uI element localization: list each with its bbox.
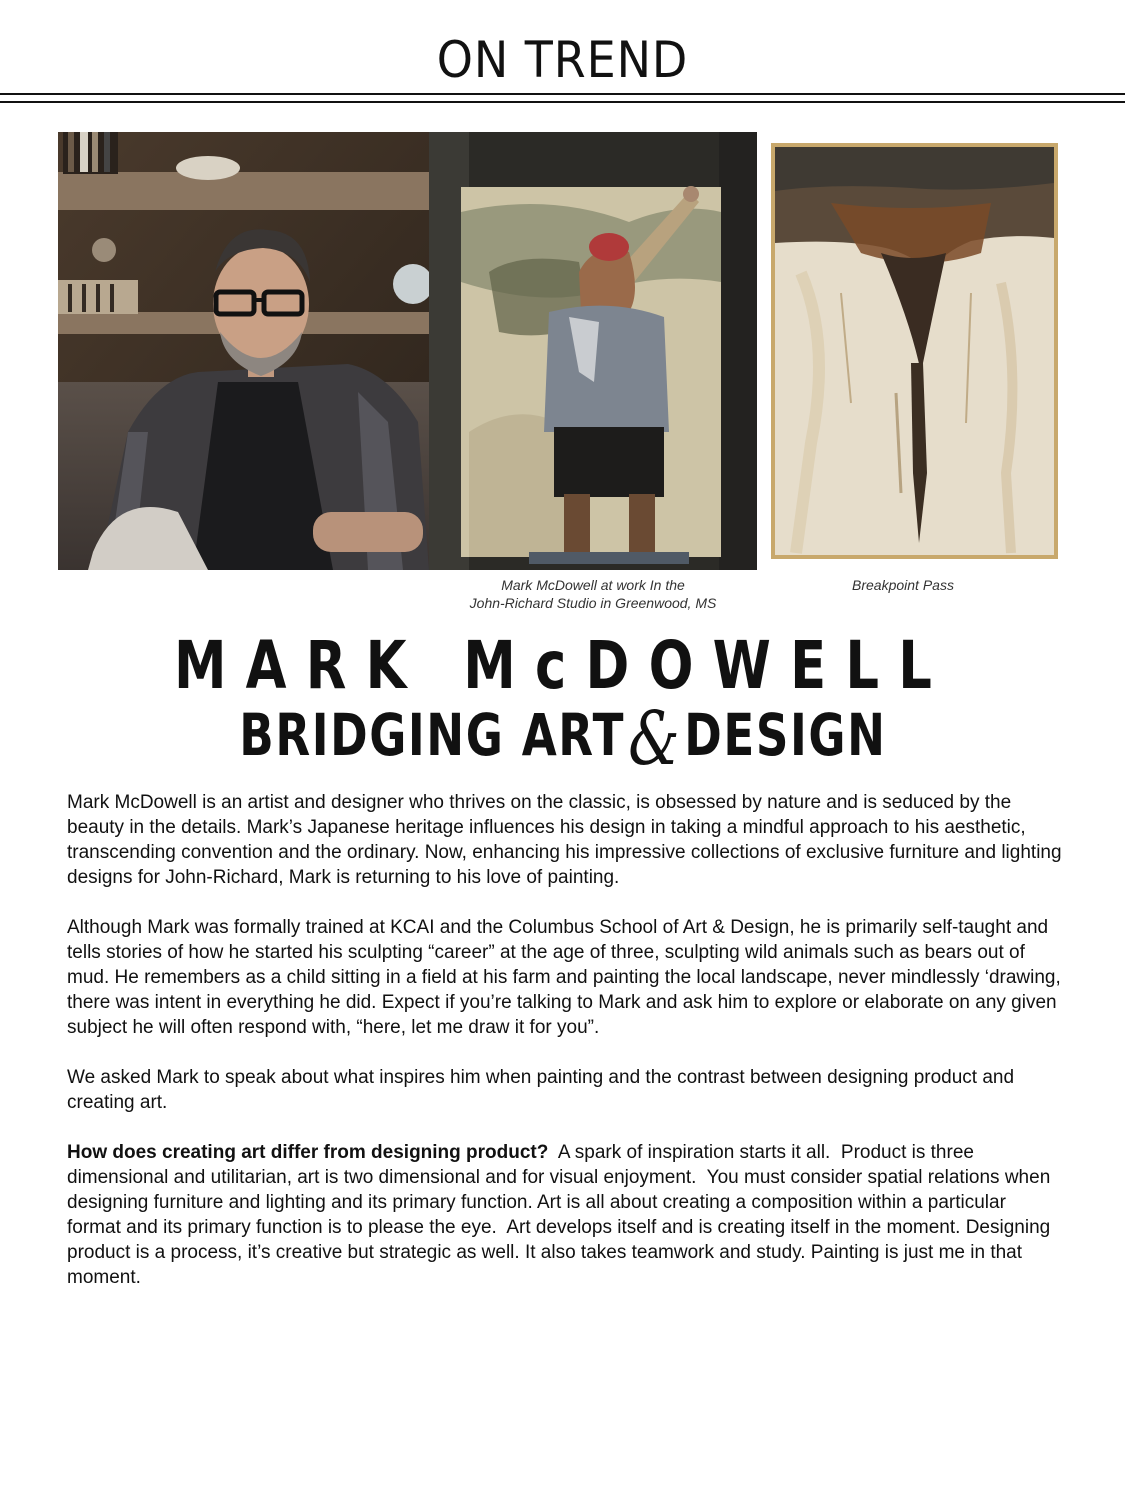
article-paragraph-3: We asked Mark to speak about what inspires him when painting and the contrast between designing product and creating art.: [67, 1067, 1015, 1113]
portrait-photo: [58, 132, 429, 570]
studio-caption-line-1: Mark McDowell at work In the: [501, 577, 685, 593]
article-paragraph-1: Mark McDowell is an artist and designer who thrives on the classic, is obsessed by nature and is seduced by the beauty in the details. Mark’s Japanese heritage influences his design in taking a mindful approach to his aesthetic, transcending convention and the ordinary. Now, enhancing his impressive collections of exclusive furniture and lighting designs for John-Richard, Mark is returning to his love of painting.: [67, 792, 1062, 888]
interview-question: How does creating art differ from designing product?: [67, 1142, 549, 1163]
header-rule-top: [0, 93, 1125, 95]
studio-caption-line-2: John-Richard Studio in Greenwood, MS: [469, 595, 717, 611]
article-body: [67, 790, 1062, 1315]
studio-photo: [429, 132, 757, 570]
painting-photo: [771, 143, 1058, 559]
tagline-part-1: BRIDGING ART: [238, 701, 625, 769]
tagline-part-2: DESIGN: [683, 701, 887, 769]
article-paragraph-2: Although Mark was formally trained at KCAI and the Columbus School of Art & Design, he is primarily self-taught and tells stories of how he started his sculpting “career” at the age of three, sculpting wild animals such as bears out of mud. He remembers as a child sitting in a field at his farm and painting the local landscape, never mindlessly ‘drawing, there was intent in everything he did. Expect if you’re talking to Mark and ask him to explore or elaborate on any given subject he will often respond with, “here, let me draw it for you”.: [67, 917, 1061, 1038]
artist-name-heading: MARK McDOWELL: [173, 627, 952, 704]
article-qa-1: [67, 1140, 1062, 1290]
studio-photo-caption: [429, 576, 757, 612]
painting-caption: Breakpoint Pass: [852, 577, 954, 593]
interview-answer: A spark of inspiration starts it all. Product is three dimensional and utilitarian, art is two dimensional and for visual enjoyment. You must consider spatial relations when designing furniture and lighting and its primary function. Art is all about creating a composition within a particular format and its primary function is to please the eye. Art develops itself and is creating itself in the moment. Designing product is a process, it’s creative but strategic as well. It also takes teamwork and study. Painting is just me in that moment.: [67, 1142, 1056, 1288]
ampersand-glyph: &: [627, 696, 681, 782]
tagline-heading: [0, 696, 1125, 782]
header-rule-bottom: [0, 101, 1125, 103]
section-title: ON TREND: [436, 31, 689, 89]
